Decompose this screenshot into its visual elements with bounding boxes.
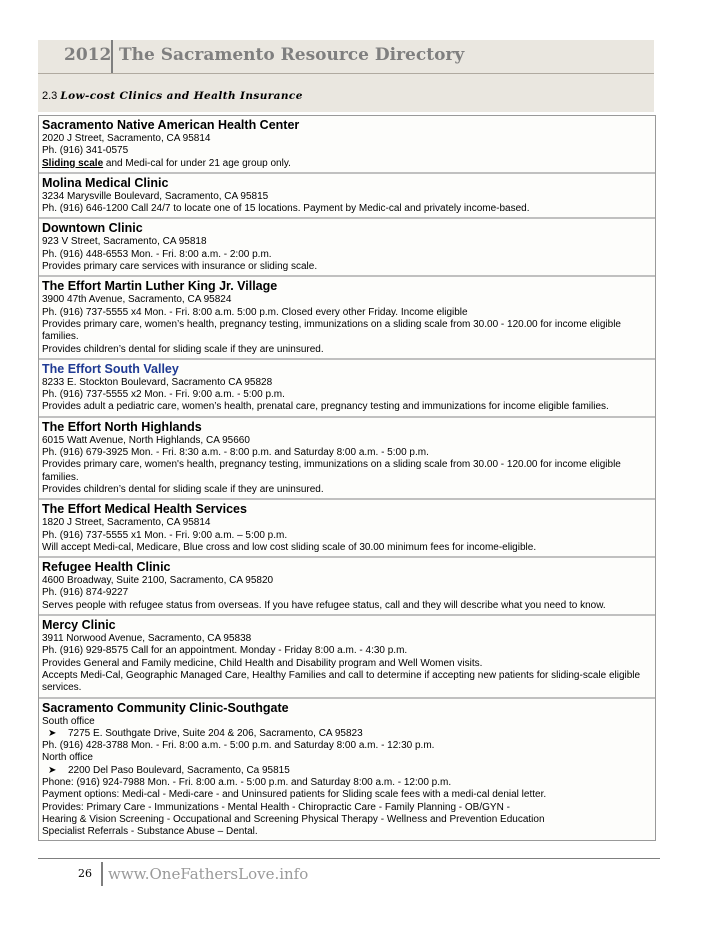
clinic-details: Provides primary care, women’s health, pregnancy testing, immunizations on a sliding scale from 30.00 - 120.00 for income eligible families. bbox=[42, 318, 621, 343]
clinic-phone: Ph. (916) 737-5555 x4 Mon. - Fri. 8:00 a.m. 5:00 p.m. Closed every other Friday. Income eligible bbox=[42, 306, 468, 318]
clinic-details: Hearing & Vision Screening - Occupational and Screening Physical Therapy - Wellness and Prevention Education bbox=[42, 813, 545, 825]
clinic-entry bbox=[39, 277, 655, 359]
clinic-address: 8233 E. Stockton Boulevard, Sacramento CA 95828 bbox=[42, 376, 273, 388]
clinic-phone: Ph. (916) 428-3788 Mon. - Fri. 8:00 a.m. - 5:00 p.m. and Saturday 8:00 a.m. - 12:30 p.m. bbox=[42, 740, 435, 752]
clinic-name: Sacramento Native American Health Center bbox=[42, 118, 300, 132]
clinic-details-text: Sliding scale and Medi-cal for under 21 age group only. bbox=[42, 157, 291, 169]
clinic-entry bbox=[39, 219, 655, 277]
clinic-address: 6015 Watt Avenue, North Highlands, CA 95660 bbox=[42, 434, 250, 446]
office-address-text: 2200 Del Paso Boulevard, Sacramento, Ca 95815 bbox=[68, 764, 290, 776]
header-divider bbox=[111, 40, 113, 74]
clinic-address: 923 V Street, Sacramento, CA 95818 bbox=[42, 236, 207, 248]
clinic-address: 3911 Norwood Avenue, Sacramento, CA 95838 bbox=[42, 633, 252, 645]
clinic-details: Provides children’s dental for sliding scale if they are uninsured. bbox=[42, 343, 324, 355]
clinic-name: Sacramento Community Clinic-Southgate bbox=[42, 700, 289, 715]
footer-rule bbox=[38, 858, 660, 859]
clinic-name: Refugee Health Clinic bbox=[42, 560, 171, 575]
clinic-phone: Ph. (916) 646-1200 Call 24/7 to locate one of 15 locations. Payment by Medic-cal and privately income-based. bbox=[42, 203, 530, 215]
office-label: North office bbox=[42, 752, 93, 764]
clinic-details: Provides General and Family medicine, Child Health and Disability program and Well Women visits. bbox=[42, 657, 483, 669]
clinic-entry bbox=[39, 558, 655, 616]
office-address bbox=[42, 728, 652, 740]
clinic-details: Specialist Referrals - Substance Abuse – Dental. bbox=[42, 826, 258, 838]
clinic-address: 1820 J Street, Sacramento, CA 95814 bbox=[42, 517, 211, 529]
clinic-name: The Effort Medical Health Services bbox=[42, 502, 247, 517]
clinic-entry bbox=[39, 616, 655, 698]
clinic-entry bbox=[39, 174, 655, 220]
clinic-name: The Effort North Highlands bbox=[42, 419, 202, 434]
clinic-name: Molina Medical Clinic bbox=[42, 175, 169, 190]
office-address bbox=[42, 765, 652, 777]
footer-divider bbox=[101, 862, 103, 886]
clinic-entry bbox=[39, 418, 655, 500]
clinic-phone: Ph. (916) 341-0575 bbox=[42, 145, 129, 157]
clinic-name: Downtown Clinic bbox=[42, 221, 143, 236]
clinic-details: Will accept Medi-cal, Medicare, Blue cross and low cost sliding scale of 30.00 minimum fees for income-eligible. bbox=[42, 541, 537, 553]
header-year: 2012 bbox=[64, 45, 112, 65]
clinic-details: Payment options: Medi-cal - Medi-care - and Uninsured patients for Sliding scale fees with a medi-cal denial letter. bbox=[42, 789, 547, 801]
clinic-details: Provides primary care services with insurance or sliding scale. bbox=[42, 261, 318, 273]
arrow-bullet-icon: ➤ bbox=[48, 727, 57, 739]
clinic-details: Provides: Primary Care - Immunizations - Mental Health - Chiropractic Care - Family Planning - OB/GYN - bbox=[42, 801, 510, 813]
clinic-directory-table bbox=[38, 115, 656, 841]
header-rule bbox=[38, 73, 654, 74]
clinic-name: The Effort South Valley bbox=[42, 361, 179, 376]
header-title: The Sacramento Resource Directory bbox=[119, 45, 465, 65]
clinic-phone: Ph. (916) 929-8575 Call for an appointment. Monday - Friday 8:00 a.m. - 4:30 p.m. bbox=[42, 645, 408, 657]
clinic-details: Provides adult a pediatric care, women’s health, prenatal care, pregnancy testing and immunizations for income eligible families. bbox=[42, 401, 609, 413]
clinic-address: 3900 47th Avenue, Sacramento, CA 95824 bbox=[42, 294, 232, 306]
page-footer bbox=[38, 858, 654, 888]
clinic-address: 3234 Marysville Boulevard, Sacramento, CA 95815 bbox=[42, 190, 269, 202]
clinic-phone: Ph. (916) 448-6553 Mon. - Fri. 8:00 a.m. - 2:00 p.m. bbox=[42, 248, 272, 260]
clinic-details: Serves people with refugee status from overseas. If you have refugee status, call and they will describe what you need to know. bbox=[42, 599, 606, 611]
arrow-bullet-icon: ➤ bbox=[48, 764, 57, 776]
page-header bbox=[38, 40, 654, 112]
clinic-address: 2020 J Street, Sacramento, CA 95814 bbox=[42, 133, 211, 144]
section-heading bbox=[42, 90, 303, 102]
clinic-details bbox=[42, 158, 652, 170]
footer-url: www.OneFathersLove.info bbox=[108, 865, 309, 883]
section-title: Low-cost Clinics and Health Insurance bbox=[60, 90, 303, 102]
office-address-text: 7275 E. Southgate Drive, Suite 204 & 206, Sacramento, CA 95823 bbox=[68, 727, 363, 739]
clinic-phone: Ph. (916) 874-9227 bbox=[42, 587, 129, 599]
page-number: 26 bbox=[78, 867, 92, 880]
clinic-name: Mercy Clinic bbox=[42, 618, 116, 633]
office-label: South office bbox=[42, 715, 95, 727]
clinic-entry bbox=[39, 360, 655, 418]
clinic-phone: Ph. (916) 679-3925 Mon. - Fri. 8:30 a.m. - 8:00 p.m. and Saturday 8:00 a.m. - 5:00 p.m. bbox=[42, 447, 429, 459]
clinic-entry bbox=[39, 116, 655, 174]
clinic-details: Provides primary care, women's health, pregnancy testing, immunizations on a sliding scale from 30.00 - 120.00 for income eligible families. bbox=[42, 459, 621, 483]
clinic-phone: Ph. (916) 737-5555 x1 Mon. - Fri. 9:00 a.m. – 5:00 p.m. bbox=[42, 529, 288, 541]
clinic-address: 4600 Broadway, Suite 2100, Sacramento, CA 95820 bbox=[42, 575, 274, 587]
underlined-phrase: Sliding scale bbox=[42, 157, 104, 169]
clinic-phone: Ph. (916) 737-5555 x2 Mon. - Fri. 9:00 a.m. - 5:00 p.m. bbox=[42, 389, 285, 401]
clinic-phone: Phone: (916) 924-7988 Mon. - Fri. 8:00 a.m. - 5:00 p.m. and Saturday 8:00 a.m. - 12:00 p.m. bbox=[42, 776, 452, 788]
clinic-entry bbox=[39, 699, 655, 841]
clinic-entry bbox=[39, 500, 655, 558]
clinic-name: The Effort Martin Luther King Jr. Village bbox=[42, 279, 278, 294]
clinic-details: Provides children’s dental for sliding scale if they are uninsured. bbox=[42, 483, 324, 495]
section-number: 2.3 bbox=[42, 90, 58, 102]
clinic-details: Accepts Medi-Cal, Geographic Managed Care, Healthy Families and call to determine if accepting new patients for sliding-scale eligible services. bbox=[42, 669, 641, 694]
